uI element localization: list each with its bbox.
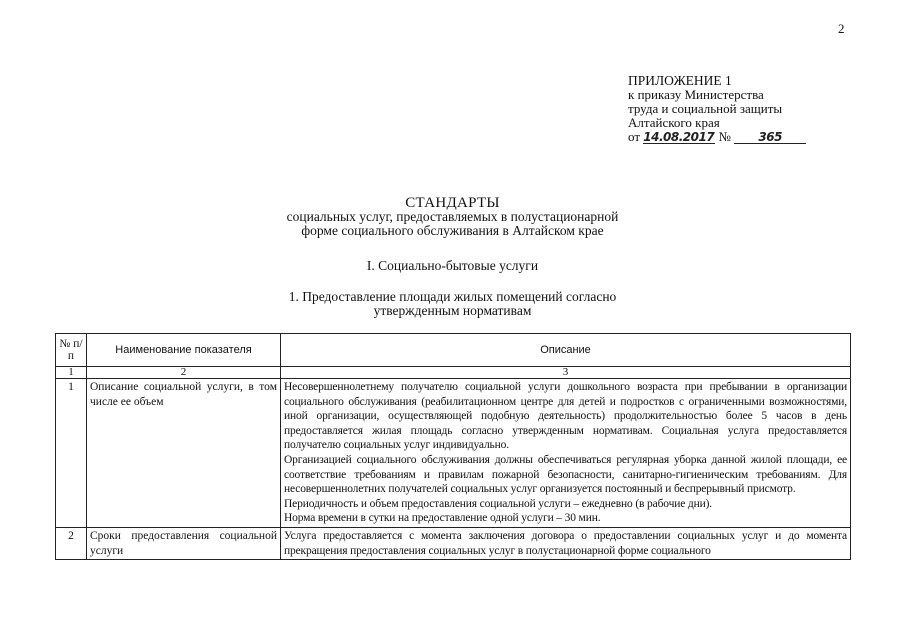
standards-subtitle-line: форме социального обслуживания в Алтайском крае [301, 223, 604, 238]
index-cell: 1 [56, 367, 87, 379]
table-header-row [56, 334, 851, 367]
description-paragraph: Несовершеннолетнему получателю социальной услуги дошкольного возраста при пребывании в организации социального обслуживания (реабилитационном центре для детей и подростков с ограниченными возможностями, иной организации, осуществляющей подобную деятельность) продолжительностью более 5 часов в день предоставляется жилая площадь согласно утвержденным нормативам. Социальная услуга предоставляется получателю социальных услуг индивидуально. [284, 381, 847, 452]
subsection-title [0, 290, 905, 318]
description-paragraph: Услуга предоставляется с момента заключения договора о предоставлении социальных услуг и до момента прекращения предоставления социальных услуг в полустационарной форме социального [284, 529, 847, 557]
appendix-line: труда и социальной защиты [628, 101, 783, 116]
header-description: Описание [281, 334, 851, 367]
row-number: 1 [56, 379, 87, 528]
table-row [56, 527, 851, 559]
row-name: Описание социальной услуги, в том числе ее объем [87, 379, 281, 528]
order-number: 365 [734, 131, 806, 144]
order-line [628, 130, 848, 144]
header-name: Наименование показателя [87, 334, 281, 367]
standards-table [55, 333, 851, 560]
standards-subtitle-line: социальных услуг, предоставляемых в полустационарной [286, 209, 619, 224]
standards-title: СТАНДАРТЫ [405, 195, 500, 211]
appendix-title: ПРИЛОЖЕНИЕ 1 [628, 73, 732, 88]
index-cell: 2 [87, 367, 281, 379]
subsection-title-line: утвержденным нормативам [373, 303, 532, 318]
section-title: I. Социально-бытовые услуги [366, 258, 539, 273]
order-prefix: от [628, 129, 641, 144]
page-number: 2 [838, 21, 845, 36]
row-description [281, 527, 851, 559]
description-paragraph: Периодичность и объем предоставления социальной услуги – ежедневно (в рабочие дни). [284, 497, 713, 510]
table-index-row [56, 367, 851, 379]
table-row [56, 379, 851, 528]
row-description [281, 379, 851, 528]
row-name: Сроки предоставления социальной услуги [87, 527, 281, 559]
standards-subtitle [0, 210, 905, 238]
subsection-title-line: 1. Предоставление площади жилых помещений согласно [288, 289, 617, 304]
description-paragraph: Норма времени в сутки на предоставление одной услуги – 30 мин. [284, 512, 601, 525]
appendix-block [628, 74, 848, 144]
order-number-label: № [718, 129, 731, 144]
order-date: 14.08.2017 [643, 130, 715, 144]
row-number: 2 [56, 527, 87, 559]
description-paragraph: Организацией социального обслуживания должны обеспечиваться регулярная уборка данной жилой площади, ее соответствие требованиям и правилам пожарной безопасности, санитарно-гигиеническим требованиям. Для несовершеннолетних получателей социальных услуг организуется постоянный и беспрерывный присмотр. [284, 453, 847, 496]
appendix-line: Алтайского края [628, 115, 720, 130]
header-num: № п/п [56, 334, 87, 367]
index-cell: 3 [281, 367, 851, 379]
appendix-line: к приказу Министерства [628, 87, 764, 102]
